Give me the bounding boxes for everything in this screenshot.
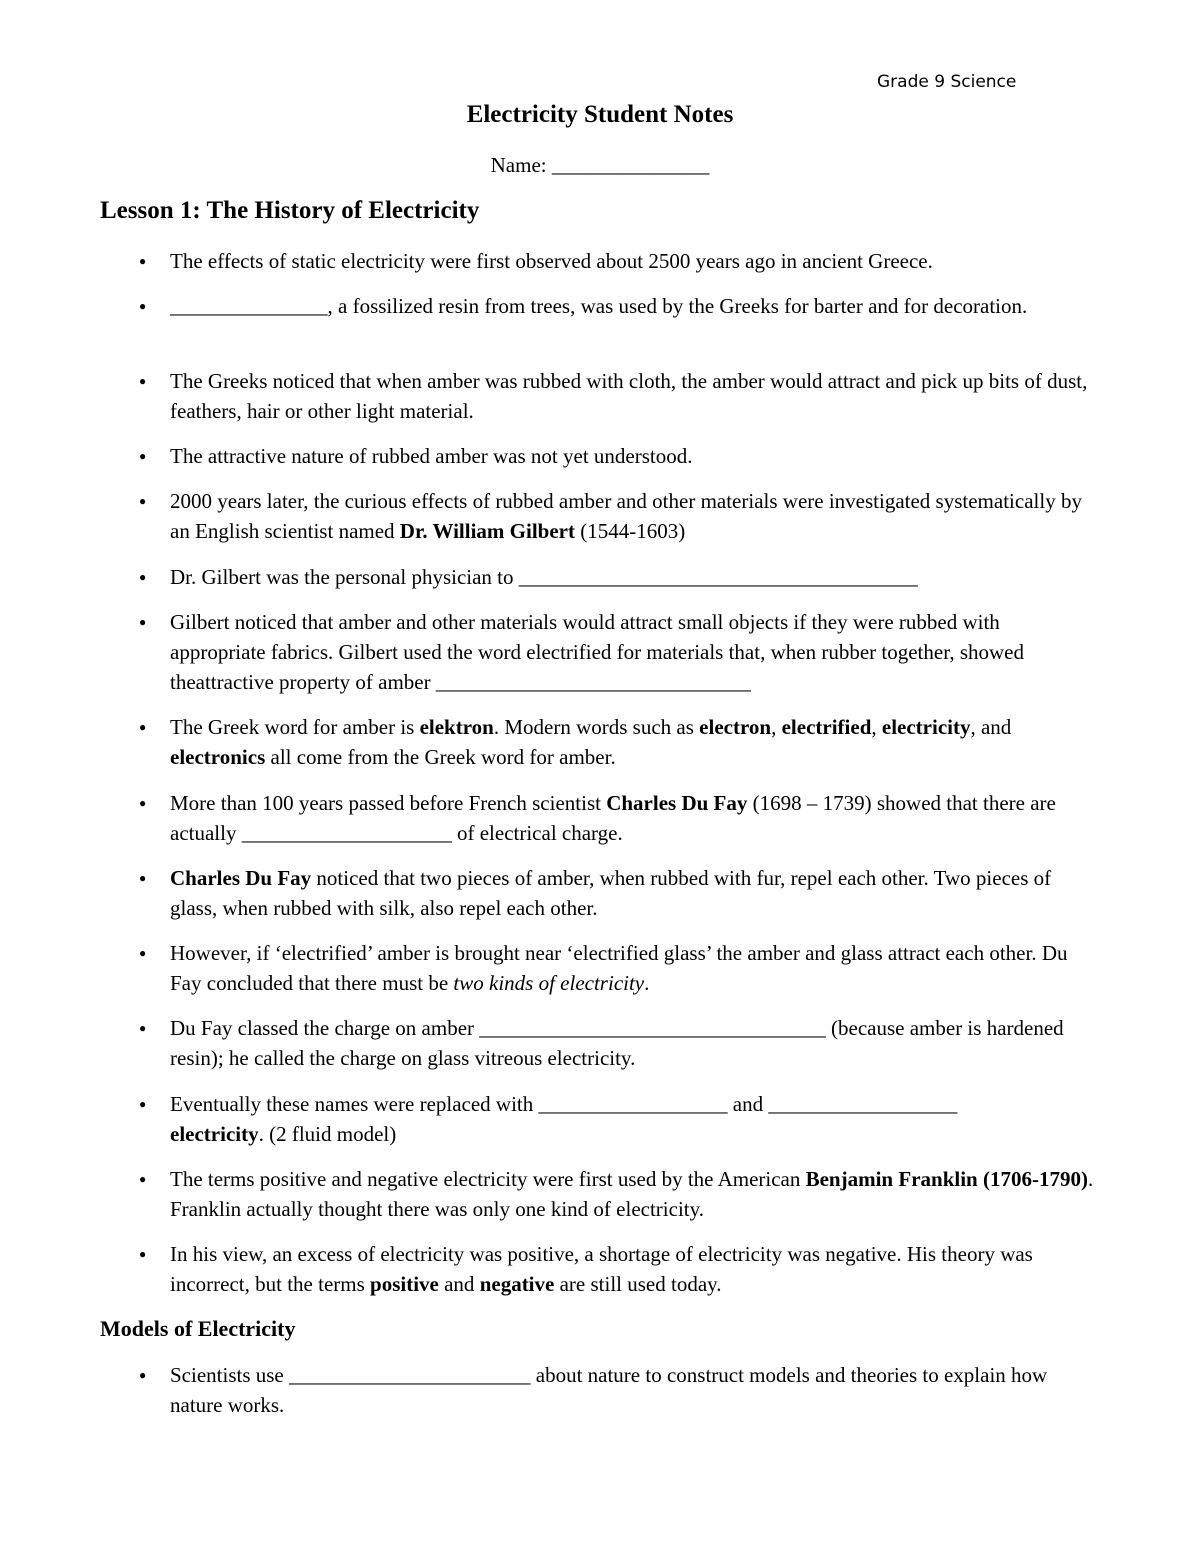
bullet-text: (because amber is hardened resin); he called the charge on glass vitreous electricity. xyxy=(170,1016,1064,1070)
bullet-text: Gilbert noticed that amber and other materials would attract small objects if they were rubbed with appropriate fabrics. Gilbert used the word electrified for materials that, when rubber together, showed theattractive property of amber xyxy=(170,610,1025,694)
bold-term: electron xyxy=(699,715,772,739)
name-blank: _______________ xyxy=(551,153,710,177)
bullet-text: , xyxy=(871,715,882,739)
grade-label: Grade 9 Science xyxy=(877,72,1017,92)
fill-blank: ____________________ xyxy=(241,821,452,845)
list-item xyxy=(170,1089,1100,1149)
list-item xyxy=(170,607,1100,697)
fill-blank: _________________________________ xyxy=(479,1016,826,1040)
list-item xyxy=(170,486,1100,546)
fill-blank: ______________________________ xyxy=(435,670,751,694)
bullet-text: The Greek word for amber is xyxy=(170,715,420,739)
list-item xyxy=(170,1164,1100,1224)
bullet-text: More than 100 years passed before French scientist xyxy=(170,791,607,815)
bold-term: electricity xyxy=(170,1122,259,1146)
section-heading: Models of Electricity xyxy=(100,1316,296,1341)
bullet-text: are still used today. xyxy=(554,1272,722,1296)
bullet-text: (1544-1603) xyxy=(575,519,686,543)
bullet-text: , xyxy=(771,715,782,739)
list-item xyxy=(170,441,1100,471)
bold-term: Benjamin Franklin (1706-1790) xyxy=(805,1167,1088,1191)
list-item xyxy=(170,246,1100,276)
list-item xyxy=(170,562,1100,592)
bullet-text: and xyxy=(727,1092,769,1116)
lesson-heading: Lesson 1: The History of Electricity xyxy=(100,197,480,224)
list-item xyxy=(170,291,1100,321)
list-item xyxy=(170,938,1100,998)
list-item xyxy=(170,1360,1100,1420)
bold-term: Charles Du Fay xyxy=(606,791,748,815)
name-label: Name: xyxy=(490,153,547,177)
list-item xyxy=(170,712,1100,772)
name-field xyxy=(0,153,1200,178)
bullet-text: of electrical charge. xyxy=(451,821,623,845)
bold-term: negative xyxy=(479,1272,555,1296)
bullet-text: . xyxy=(644,971,650,995)
bullet-text: Eventually these names were replaced with xyxy=(170,1092,539,1116)
bullet-text: . Modern words such as xyxy=(493,715,700,739)
list-item xyxy=(170,788,1100,848)
italic-term: two kinds of electricity xyxy=(453,971,645,995)
bullet-text: Dr. Gilbert was the personal physician to xyxy=(170,565,519,589)
fill-blank: __________________ xyxy=(768,1092,958,1116)
bullet-text: noticed that two pieces of amber, when rubbed with fur, repel each other. Two pieces of glass, when rubbed with silk, also repel each other. xyxy=(170,866,1052,920)
bullet-text: about nature to construct models and theories to explain how nature works. xyxy=(170,1363,1048,1417)
bullet-text: Scientists use xyxy=(170,1363,289,1387)
list-item xyxy=(170,1013,1100,1073)
list-item xyxy=(170,1239,1100,1299)
list-item xyxy=(170,863,1100,923)
bold-term: electrified xyxy=(781,715,872,739)
bullet-text: . (2 fluid model) xyxy=(258,1122,397,1146)
bullet-text: The attractive nature of rubbed amber was not yet understood. xyxy=(170,444,693,468)
bullet-text: (1698 – 1739) showed that there are actually xyxy=(170,791,1056,845)
bullet-text: 2000 years later, the curious effects of rubbed amber and other materials were investigated systematically by an English scientist named xyxy=(170,489,1082,543)
bold-term: Dr. William Gilbert xyxy=(399,519,575,543)
fill-blank: ______________________________________ xyxy=(518,565,918,589)
list-item xyxy=(170,366,1100,426)
bullet-text: . Franklin actually thought there was only one kind of electricity. xyxy=(170,1167,1094,1221)
bold-term: Charles Du Fay xyxy=(170,866,312,890)
bullet-text: , a fossilized resin from trees, was used by the Greeks for barter and for decoration. xyxy=(327,294,1028,318)
bullet-text: In his view, an excess of electricity was positive, a shortage of electricity was negative. His theory was incorrect, but the terms xyxy=(170,1242,1033,1296)
bullet-text: and xyxy=(438,1272,480,1296)
bullet-text: However, if ‘electrified’ amber is brought near ‘electrified glass’ the amber and glass attract each other. Du Fay concluded that there must be xyxy=(170,941,1068,995)
fill-blank: _______________ xyxy=(170,294,328,318)
bold-term: positive xyxy=(370,1272,439,1296)
bold-term: elektron xyxy=(419,715,494,739)
bullet-text: The effects of static electricity were first observed about 2500 years ago in ancient Greece. xyxy=(170,249,933,273)
bullet-text: The Greeks noticed that when amber was rubbed with cloth, the amber would attract and pick up bits of dust, feathers, hair or other light material. xyxy=(170,369,1088,423)
fill-blank: __________________ xyxy=(538,1092,728,1116)
bullet-text: , and xyxy=(970,715,1012,739)
bold-term: electricity xyxy=(881,715,971,739)
fill-blank: _______________________ xyxy=(289,1363,531,1387)
bullet-text: Du Fay classed the charge on amber xyxy=(170,1016,480,1040)
bold-term: electronics xyxy=(170,745,266,769)
bullet-text: The terms positive and negative electricity were first used by the American xyxy=(170,1167,806,1191)
bullet-text: all come from the Greek word for amber. xyxy=(265,745,616,769)
page-title: Electricity Student Notes xyxy=(466,101,734,128)
